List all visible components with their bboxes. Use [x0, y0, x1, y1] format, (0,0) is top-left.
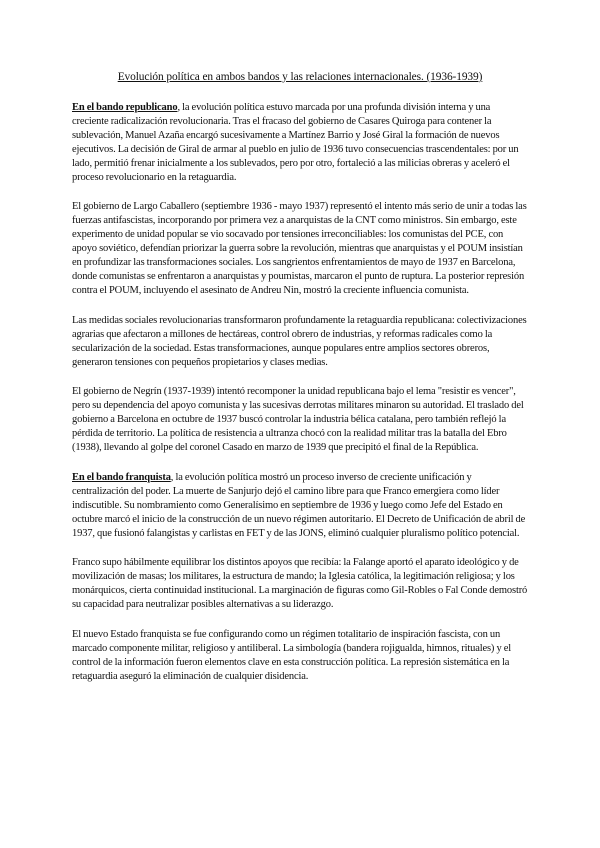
paragraph-text: , la evolución política mostró un proceso inverso de creciente unificación y centralización del poder. La muerte de Sanjurjo dejó el camino libre para que Franco emergiera como líder indiscutible. Su nombramiento como Generalísimo en septiembre de 1936 y luego como Jefe del Estado en octubre marcó el inicio de la construcción de un nuevo régimen autoritario. El Decreto de Unificación de abril de 1937, que fusionó falangistas y carlistas en FET y de las JONS, eliminó cualquier pluralismo político potencial.	[72, 471, 526, 539]
paragraph-franco-support	[72, 556, 528, 612]
paragraph-text: Las medidas sociales revolucionarias transformaron profundamente la retaguardia republicana: colectivizaciones agrarias que afectaron a millones de hectáreas, control obrero de industrias, y reformas radicales como la secularización de la sociedad. Estas transformaciones, aunque populares entre amplios sectores obreros, generaron tensiones con pequeños propietarios y clases medias.	[72, 314, 527, 368]
paragraph-new-state	[72, 628, 528, 684]
paragraph-text: El gobierno de Negrín (1937-1939) intentó recomponer la unidad republicana bajo el lema "resistir es vencer", pero su dependencia del apoyo comunista y las sucesivas derrotas militares minaron su autoridad. El traslado del gobierno a Barcelona en octubre de 1937 buscó controlar la industria bélica catalana, pero también reflejó la pérdida de territorio. La política de resistencia a ultranza chocó con la realidad militar tras la batalla del Ebro (1938), llevando al golpe del coronel Casado en marzo de 1939 que precipitó el final de la República.	[72, 386, 524, 454]
paragraph-republican-intro	[72, 101, 528, 184]
paragraph-negrin	[72, 385, 528, 455]
paragraph-lead: En el bando republicano	[72, 102, 178, 113]
paragraph-text: , la evolución política estuvo marcada por una profunda división interna y una creciente radicalización revolucionaria. Tras el fracaso del gobierno de Casares Quiroga para contener la sublevación, Manuel Azaña encargó sucesivamente a Martínez Barrio y José Giral la formación de nuevos ejecutivos. La decisión de Giral de armar al pueblo en julio de 1936 tuvo consecuencias trascendentales: por un lado, permitió frenar inicialmente a los sublevados, pero por otro, fortaleció a las milicias obreras y aceleró el proceso revolucionario en la retaguardia.	[72, 102, 519, 183]
paragraph-francoist-intro	[72, 471, 528, 541]
paragraph-text: El nuevo Estado franquista se fue configurando como un régimen totalitario de inspiración fascista, con un marcado componente militar, religioso y antiliberal. La simbología (bandera rojigualda, himnos, rituales) y el control de la información fueron elementos clave en esta construcción política. La represión sistemática en la retaguardia aseguró la eliminación de cualquier disidencia.	[72, 629, 512, 682]
paragraph-largo-caballero	[72, 200, 528, 297]
document-title: Evolución política en ambos bandos y las relaciones internacionales. (1936-1939)	[117, 71, 483, 83]
paragraph-text: El gobierno de Largo Caballero (septiembre 1936 - mayo 1937) representó el intento más serio de unir a todas las fuerzas antifascistas, incorporando por primera vez a anarquistas de la CNT como ministros. Sin embargo, este experimento de unidad popular se vio socavado por tensiones irreconciliables: los comunistas del PCE, con apoyo soviético, defendían priorizar la guerra sobre la revolución, mientras que anarquistas y el POUM insistían en profundizar las transformaciones sociales. Los sangrientos enfrentamientos de mayo de 1937 en Barcelona, donde comunistas se enfrentaron a anarquistas y poumistas, marcaron el punto de ruptura. La posterior represión contra el POUM, incluyendo el asesinato de Andreu Nin, mostró la creciente influencia comunista.	[72, 201, 527, 296]
paragraph-lead: En el bando franquista	[72, 471, 171, 483]
paragraph-social-measures	[72, 314, 528, 370]
paragraph-text: Franco supo hábilmente equilibrar los distintos apoyos que recibía: la Falange aportó el aparato ideológico y de movilización de masas; los militares, la estructura de mando; la Iglesia católica, la legitimación religiosa; y los monárquicos, cierta continuidad institucional. La marginación de figuras como Gil-Robles o Fal Conde demostró su capacidad para neutralizar posibles alternativas a su liderazgo.	[72, 557, 528, 611]
